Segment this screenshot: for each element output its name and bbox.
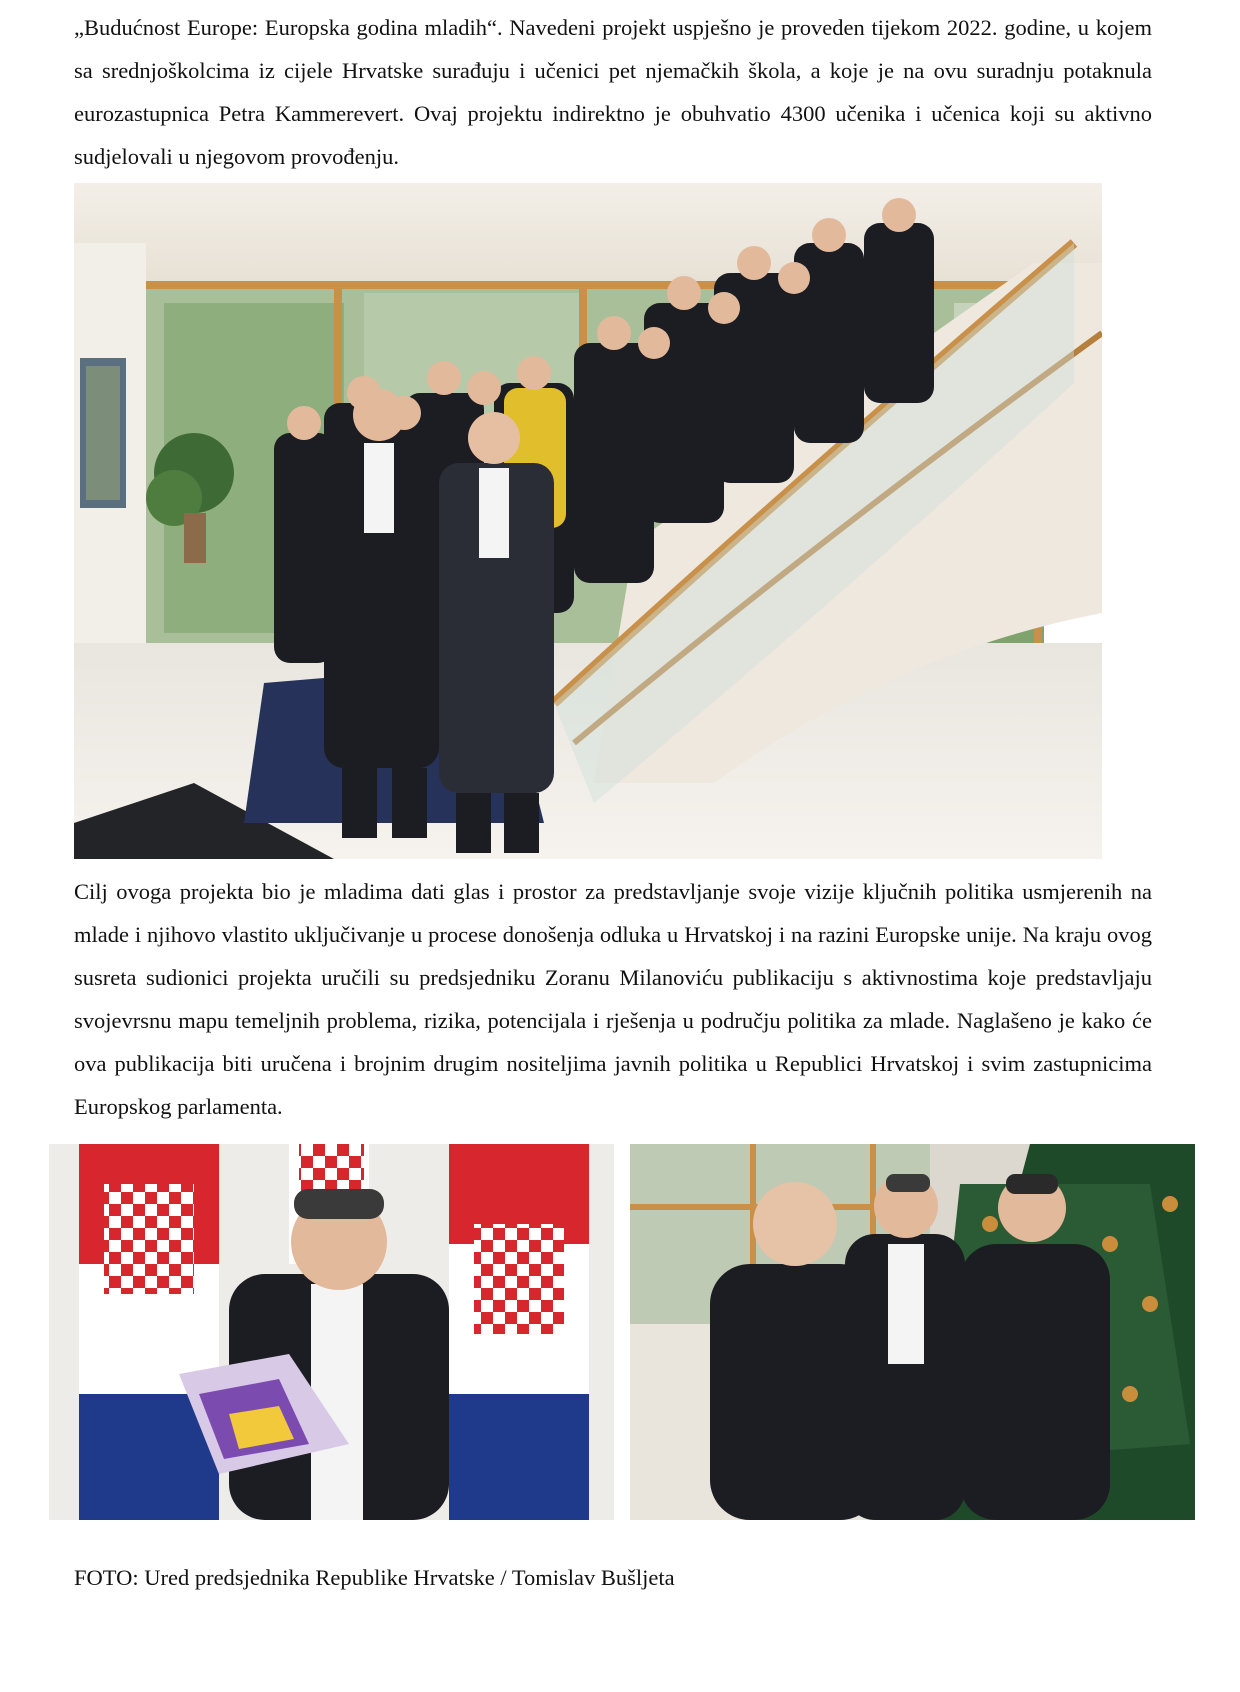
group-photo-staircase [74,183,1102,859]
christmas-tree-photo [630,1144,1195,1520]
photo-credit: FOTO: Ured predsjednika Republike Hrvatske / Tomislav Bušljeta [74,1565,675,1590]
goal-paragraph: Cilj ovoga projekta bio je mladima dati glas i prostor za predstavljanje svoje vizije ključnih politika usmjerenih na mlade i njihovo vlastito uključivanje u procese donošenja odluka u Hrvatskoj i na razini Europske unije. Na kraju ovog susreta sudionici projekta uručili su predsjedniku Zoranu Milanoviću publikaciju s aktivnostima koje predstavljaju svojevrsnu mapu temeljnih problema, rizika, potencijala i rješenja u području politika za mlade. Naglašeno je kako će ova publikacija biti uručena i brojnim drugim nositeljima javnih politika u Republici Hrvatskoj i svim zastupnicima Europskog parlamenta. [74,879,1152,1119]
president-reading-photo [49,1144,614,1520]
intro-paragraph: „Budućnost Europe: Europska godina mladih“. Navedeni projekt uspješno je proveden tijekom 2022. godine, u kojem sa srednjoškolcima iz cijele Hrvatske surađuju i učenici pet njemačkih škola, a koje je na ovu suradnju potaknula eurozastupnica Petra Kammerevert. Ovaj projektu indirektno je obuhvatio 4300 učenika i učenica koji su aktivno sudjelovali u njegovom provođenju. [74,15,1152,169]
